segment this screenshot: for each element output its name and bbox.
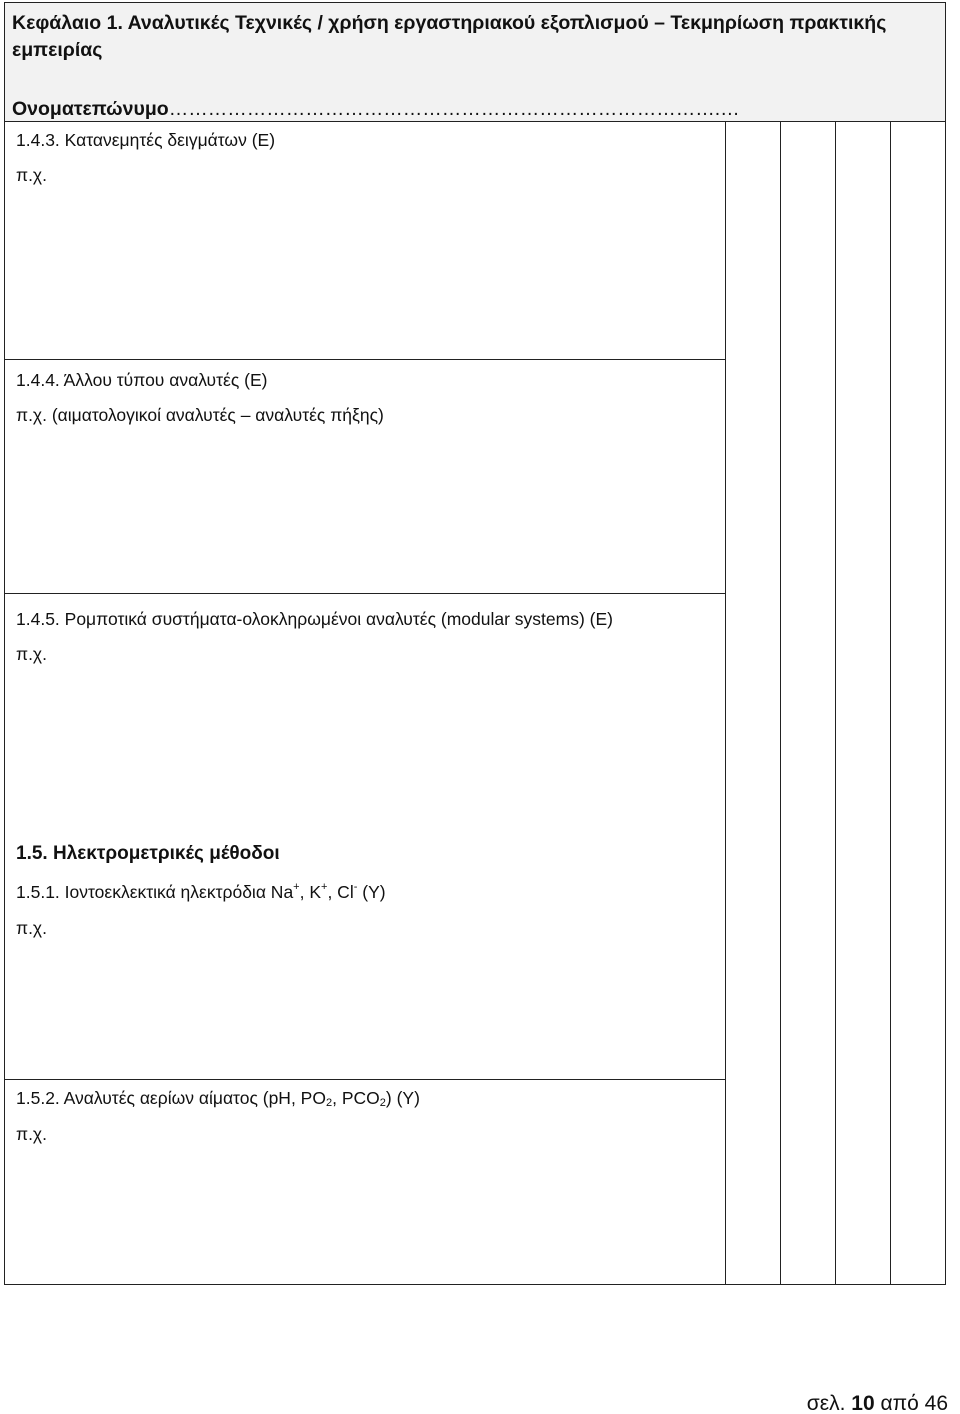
column-divider <box>725 121 726 1284</box>
section-1-4-5-heading: 1.4.5. Ρομποτικά συστήματα-ολοκληρωμένοι αναλυτές (modular systems) (Ε) <box>16 609 613 629</box>
column-divider <box>835 121 836 1284</box>
section-1-5-2-example: π.χ. <box>16 1124 47 1144</box>
section-1-5-heading: 1.5. Ηλεκτρομετρικές μέθοδοι <box>16 843 280 864</box>
experience-table <box>4 121 946 1285</box>
name-field <box>12 96 740 123</box>
column-divider <box>780 121 781 1284</box>
name-label: Ονοματεπώνυμο <box>12 98 169 120</box>
name-dots: ………………………………………………………………………….… <box>168 98 740 120</box>
section-1-4-3-example: π.χ. <box>16 165 47 185</box>
section-1-4-3-heading: 1.4.3. Κατανεμητές δειγμάτων (Ε) <box>16 130 276 150</box>
section-1-5-2-heading: 1.5.2. Αναλυτές αερίων αίματος (pH, $PO_2$, $PCO_2$) (Υ) <box>16 1088 420 1109</box>
column-divider <box>890 121 891 1284</box>
section-1-4-4-example: π.χ. (αιματολογικοί αναλυτές – αναλυτές πήξης) <box>16 405 384 425</box>
section-1-4-5-example: π.χ. <box>16 644 47 664</box>
section-1-5-1-example: π.χ. <box>16 918 47 938</box>
page-header <box>4 2 946 122</box>
row-divider <box>5 359 725 360</box>
row-divider <box>5 593 725 594</box>
chapter-title: Κεφάλαιο 1. Αναλυτικές Τεχνικές / χρήση εργαστηριακού εξοπλισμού – Τεκμηρίωση πρακτικής εμπειρίας <box>12 12 887 61</box>
page-number: σελ. 10 από 46 <box>806 1392 948 1414</box>
row-divider <box>5 1079 725 1080</box>
section-1-5-1-heading: 1.5.1. Ιοντοεκλεκτικά ηλεκτρόδια Na+, K+, Cl- (Υ) <box>16 881 386 902</box>
section-1-4-4-heading: 1.4.4. Άλλου τύπου αναλυτές (Ε) <box>16 370 268 390</box>
